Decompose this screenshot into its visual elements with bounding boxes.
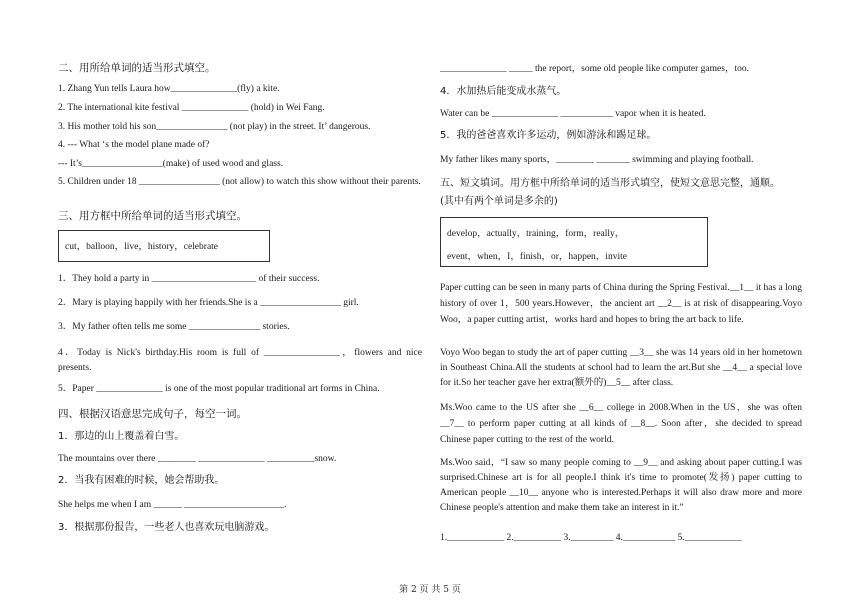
answer-blanks: 1.____________ 2.__________ 3._________ 4.___________ 5.____________ [440,533,742,543]
sec4-item-5-cn: 5．我的爸爸喜欢许多运动，例如游泳和踢足球。 [440,130,657,141]
sec2-item-5: 5. Children under 18 _________________ (not allow) to watch this show without their parents. [58,177,421,187]
sec3-item-1: 1．They hold a party in ______________________ of their success. [58,274,320,284]
section-5-title: 五、短文填词。用方框中所给单词的适当形式填空，使短文意思完整，通顺。 [440,178,780,189]
sec4-item-3-cn: 3．根据那份报告，一些老人也喜欢玩电脑游戏。 [58,522,275,533]
word-box-5-line-2: event，when，I，finish，or，happen，invite [447,252,627,262]
section-4-title: 四、根据汉语意思完成句子，每空一词。 [58,408,247,420]
sec4-item-1-en: The mountains over there ________ ______________ __________snow. [58,454,337,464]
sec4-item-4-cn: 4．水加热后能变成水蒸气。 [440,86,567,97]
sec3-item-4: 4．Today is Nick's birthday.His room is full of ________________，flowers and nice presents. [58,348,422,373]
passage-paragraph-3: Ms.Woo came to the US after she __6__ college in 2008.When in the US，she was often __7__ to perform paper cutting at all kinds of __8__. Soon after，she decided to spread Chinese paper cutting to the rest of the world. [440,403,802,445]
section-3-title: 三、用方框中所给单词的适当形式填空。 [58,210,247,222]
sec3-item-2: 2．Mary is playing happily with her friends.She is a _________________ girl. [58,298,359,308]
section-2-title: 二、用所给单词的适当形式填空。 [58,62,216,74]
sec3-item-3: 3．My father often tells me some _______________ stories. [58,322,290,332]
word-box-5 [440,217,708,267]
sec4-item-4-en: Water can be ______________ ___________ vapor when it is heated. [440,109,706,119]
sec3-item-5: 5．Paper ______________ is one of the most popular traditional art forms in China. [58,384,380,394]
word-box-5-line-1: develop，actually，training，form，really， [447,229,625,239]
sec2-item-3: 3. His mother told his son_______________ (not play) in the street. It’ dangerous. [58,122,371,132]
sec2-item-1: 1. Zhang Yun tells Laura how______________(fly) a kite. [58,84,280,94]
sec4-item-2-cn: 2．当我有困难的时候，她会帮助我。 [58,475,225,486]
sec4-item-5-en: My father likes many sports，________ _______ swimming and playing football. [440,155,754,165]
word-box-3 [58,230,270,262]
page-footer: 第 2 页 共 5 页 [399,585,461,595]
sec2-item-2: 2. The international kite festival ______________ (hold) in Wei Fang. [58,103,325,113]
sec2-item-4-q: 4. --- What ‘s the model plane made of? [58,140,210,150]
sec2-item-4-a: --- It’s_________________(make) of used wood and glass. [58,159,284,169]
sec4-item-1-cn: 1．那边的山上覆盖着白雪。 [58,431,185,442]
passage-paragraph-1: Paper cutting can be seen in many parts of China during the Spring Festival.__1__ it has a long history of over 1，500 years.However，the ancient art __2__ is at risk of disappearing.Voyo Woo，a paper cutting artist，works hard and hopes to bring the art back to life. [440,283,802,325]
sec4-item-3-en: ______________ _____ the report，some old people like computer games，too. [440,64,749,74]
sec4-item-2-en: She helps me when I am ______ _____________________. [58,500,287,510]
passage-paragraph-2: Voyo Woo began to study the art of paper cutting __3__ she was 14 years old in her hometown in Southeast China.All the students at school had to learn the art.But she __4__ a special love for it.So her teacher gave her extra(额外的)__5__ after class. [440,348,802,388]
word-box-3-text: cut，balloon，live，history，celebrate [65,242,219,252]
passage-paragraph-4: Ms.Woo said，“I saw so many people coming to __9__ and asking about paper cutting.I was surprised.Chinese art is for all people.I think it's time to promote(发扬) paper cutting to American people __10__ anyone who is interested.Perhaps it will also draw more and more Chinese people's attention and make them take an interest in it.” [440,458,802,513]
section-5-note: (其中有两个单词是多余的) [440,196,558,207]
